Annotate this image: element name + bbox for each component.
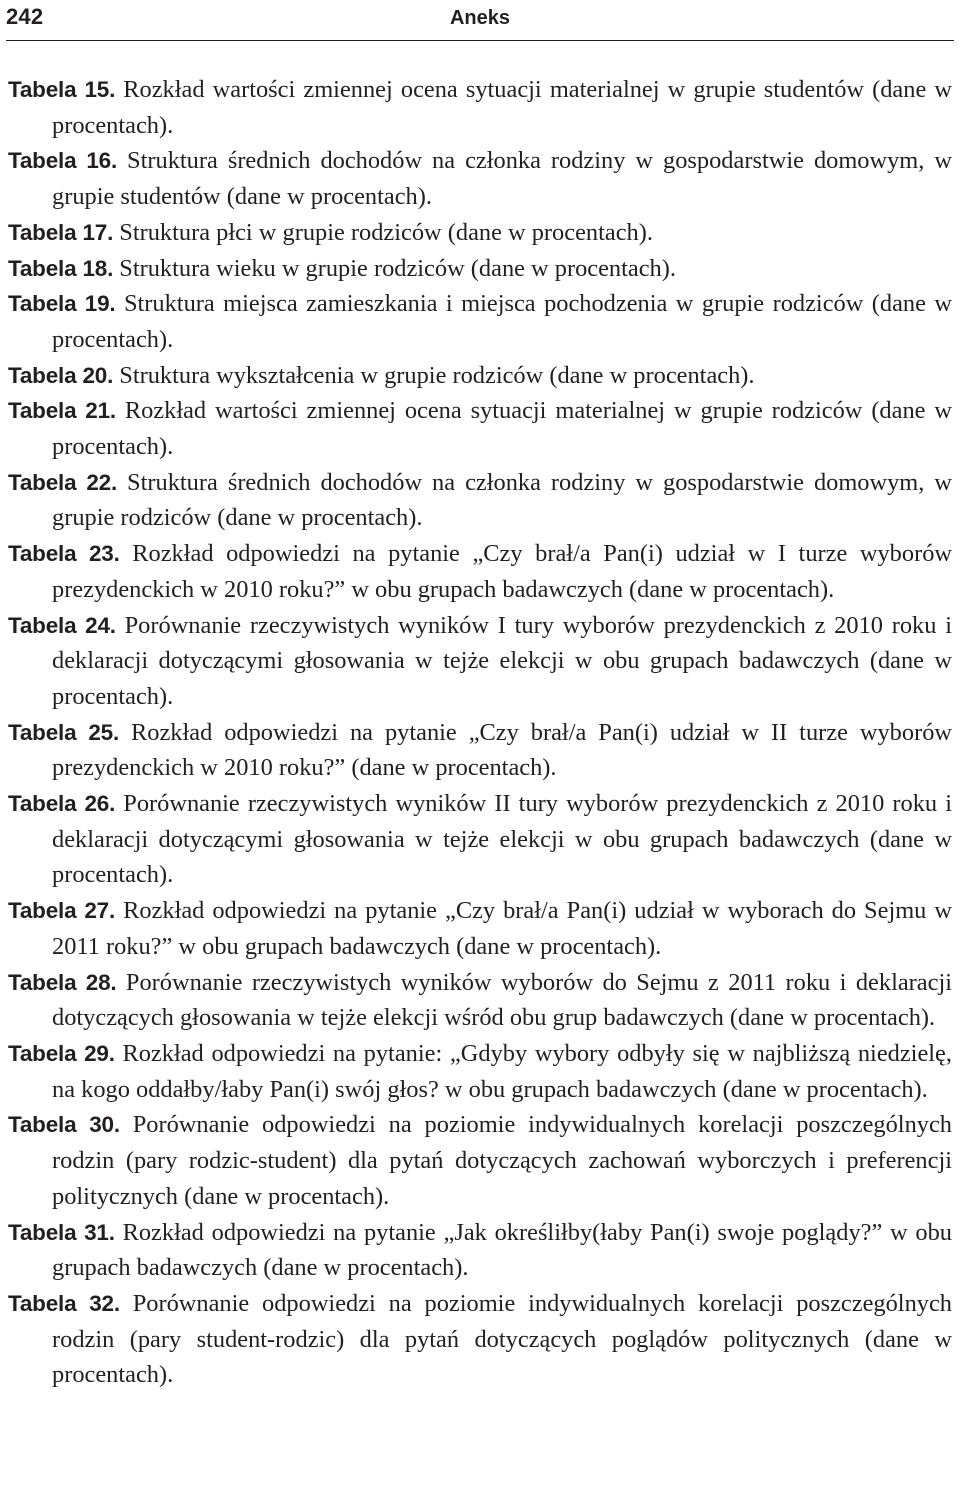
list-item <box>8 715 952 786</box>
list-item <box>8 1286 952 1393</box>
table-caption: Rozkład wartości zmiennej ocena sytuacji materialnej w grupie studentów (dane w procentach). <box>52 76 952 139</box>
table-label: Tabela 27. <box>8 898 116 924</box>
table-label: Tabela 21. <box>8 398 116 424</box>
table-label: Tabela 17. <box>8 219 114 245</box>
table-caption: Struktura płci w grupie rodziców (dane w procentach). <box>119 218 653 246</box>
table-label: Tabela 23. <box>8 541 120 567</box>
list-item <box>8 965 952 1036</box>
table-label: Tabela 26. <box>8 791 116 817</box>
list-item <box>8 286 952 357</box>
table-label: Tabela 29. <box>8 1040 115 1066</box>
table-caption: Struktura średnich dochodów na członka rodziny w gospodarstwie domowym, w grupie rodziców (dane w procentach). <box>52 468 952 532</box>
list-item <box>8 358 952 394</box>
list-item <box>8 786 952 893</box>
table-caption: Rozkład odpowiedzi na pytanie: „Gdyby wybory odbyły się w najbliższą niedzielę, na kogo oddałby/łaby Pan(i) swój głos? w obu grupach badawczych (dane w procentach). <box>52 1039 952 1103</box>
table-caption: Porównanie rzeczywistych wyników wyborów do Sejmu z 2011 roku i deklaracji dotyczących głosowania w tejże elekcji wśród obu grup badawczych (dane w procentach). <box>52 968 952 1032</box>
list-item <box>8 465 952 536</box>
table-label: Tabela 28. <box>8 969 117 995</box>
table-caption: Struktura miejsca zamieszkania i miejsca pochodzenia w grupie rodziców (dane w procentach). <box>52 290 952 353</box>
list-item <box>8 143 952 214</box>
list-item <box>8 536 952 607</box>
table-label: Tabela 15. <box>8 77 116 102</box>
table-caption: Struktura wykształcenia w grupie rodziców (dane w procentach). <box>119 361 755 389</box>
table-label: Tabela 20. <box>8 362 114 388</box>
running-head: Aneks <box>449 7 511 29</box>
page-header <box>6 2 954 41</box>
table-label: Tabela 16. <box>8 148 118 174</box>
list-item <box>8 1215 952 1286</box>
table-caption: Struktura średnich dochodów na członka rodziny w gospodarstwie domowym, w grupie studentów (dane w procentach). <box>52 147 952 211</box>
table-caption: Rozkład wartości zmiennej ocena sytuacji materialnej w grupie rodziców (dane w procentach). <box>52 397 952 461</box>
list-item <box>8 393 952 464</box>
page-number: 242 <box>6 4 44 29</box>
list-item <box>8 215 952 251</box>
list-item <box>8 251 952 287</box>
table-caption: Struktura wieku w grupie rodziców (dane w procentach). <box>119 254 676 282</box>
list-item <box>8 1036 952 1107</box>
table-label: Tabela 32. <box>8 1290 120 1316</box>
table-caption: Porównanie odpowiedzi na poziomie indywidualnych korelacji poszczególnych rodzin (pary student-rodzic) dla pytań dotyczących poglądów politycznych (dane w procentach). <box>52 1289 952 1389</box>
table-list <box>8 72 952 1393</box>
table-caption: Rozkład odpowiedzi na pytanie „Jak określiłby(łaby Pan(i) swoje poglądy?” w obu grupach badawczych (dane w procentach). <box>52 1218 953 1282</box>
table-label: Tabela 30. <box>8 1112 120 1138</box>
list-item <box>8 1107 952 1214</box>
table-caption: Porównanie rzeczywistych wyników I tury wyborów prezydenckich z 2010 roku i deklaracji dotyczącymi głosowania w tejże elekcji w obu grupach badawczych (dane w procentach). <box>52 611 952 710</box>
table-label: Tabela 31. <box>8 1219 115 1245</box>
list-item <box>8 608 952 715</box>
table-caption: Rozkład odpowiedzi na pytanie „Czy brał/a Pan(i) udział w I turze wyborów prezydenckich w 2010 roku?” w obu grupach badawczych (dane w procentach). <box>52 540 953 603</box>
table-caption: Rozkład odpowiedzi na pytanie „Czy brał/a Pan(i) udział w wyborach do Sejmu w 2011 roku?” w obu grupach badawczych (dane w procentach). <box>52 897 953 960</box>
list-item <box>8 72 952 143</box>
table-label: Tabela 22. <box>8 469 118 495</box>
table-label: Tabela 19. <box>8 291 116 317</box>
table-caption: Porównanie odpowiedzi na poziomie indywidualnych korelacji poszczególnych rodzin (pary rodzic-student) dla pytań dotyczących zachowań wyborczych i preferencji politycznych (dane w procentach). <box>52 1111 952 1210</box>
table-caption: Rozkład odpowiedzi na pytanie „Czy brał/a Pan(i) udział w II turze wyborów prezydenckich w 2010 roku?” (dane w procentach). <box>52 718 953 782</box>
table-caption: Porównanie rzeczywistych wyników II tury wyborów prezydenckich z 2010 roku i deklaracji dotyczącymi głosowania w tejże elekcji w obu grupach badawczych (dane w procentach). <box>52 790 952 889</box>
table-label: Tabela 25. <box>8 719 120 745</box>
list-item <box>8 893 952 964</box>
table-label: Tabela 18. <box>8 255 114 281</box>
table-label: Tabela 24. <box>8 612 116 638</box>
